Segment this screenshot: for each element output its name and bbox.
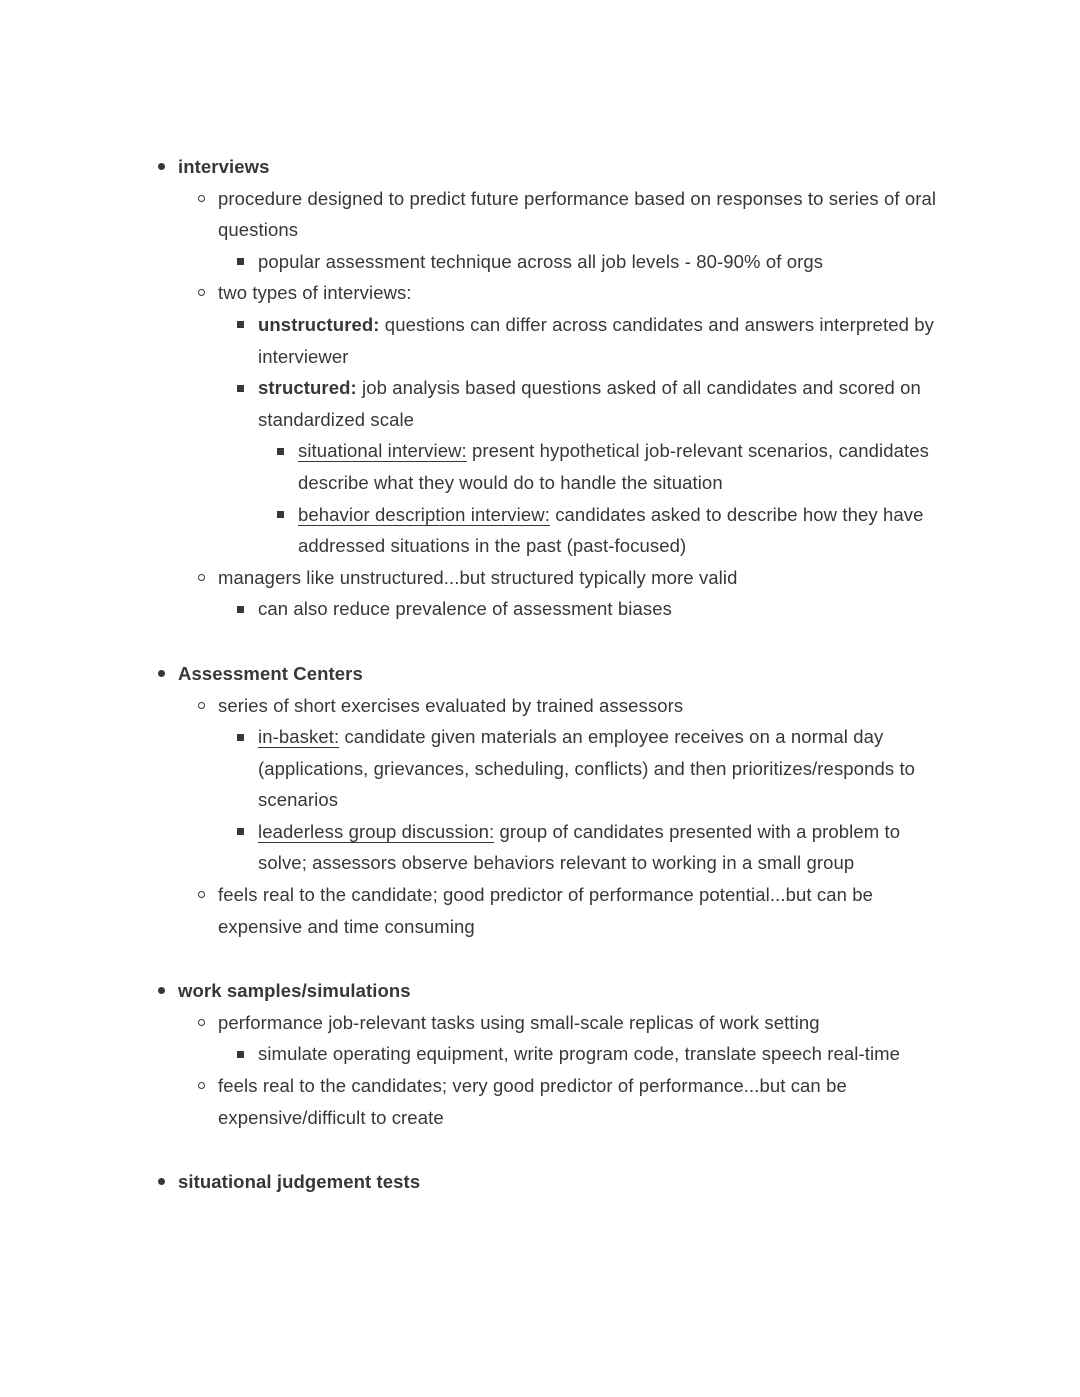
list-item bbox=[258, 372, 938, 562]
outline-level-2 bbox=[218, 309, 938, 562]
list-item bbox=[298, 435, 938, 498]
list-item bbox=[258, 816, 938, 879]
outline-level-1 bbox=[178, 183, 938, 625]
square-bullet-icon bbox=[237, 321, 244, 328]
list-item bbox=[178, 975, 938, 1133]
list-item-text: feels real to the candidate; good predictor of performance potential...but can be expensive and time consuming bbox=[218, 884, 873, 937]
disc-bullet-icon bbox=[158, 670, 165, 677]
list-item-text: situational judgement tests bbox=[178, 1171, 421, 1193]
list-item bbox=[258, 1038, 938, 1070]
square-bullet-icon bbox=[237, 606, 244, 613]
list-item bbox=[298, 499, 938, 562]
list-item-text: can also reduce prevalence of assessment biases bbox=[258, 598, 672, 620]
list-item bbox=[218, 879, 938, 942]
square-bullet-icon bbox=[237, 734, 244, 741]
list-item bbox=[218, 1070, 938, 1133]
list-item-text: work samples/simulations bbox=[178, 980, 411, 1002]
circle-bullet-icon bbox=[198, 195, 205, 202]
list-item bbox=[258, 246, 938, 278]
list-item-text: interviews bbox=[178, 156, 270, 177]
list-item-text: procedure designed to predict future performance based on responses to series of oral questions bbox=[218, 187, 937, 241]
list-item bbox=[258, 309, 938, 372]
list-item bbox=[218, 1007, 938, 1070]
list-item-text: performance job-relevant tasks using small-scale replicas of work setting bbox=[218, 1011, 820, 1033]
list-item-text: in-basket: candidate given materials an employee receives on a normal day (applications, grievances, scheduling, conflicts) and then prioritizes/responds to scenarios bbox=[258, 726, 916, 811]
list-item-text: leaderless group discussion: group of candidates presented with a problem to solve; assessors observe behaviors relevant to working in a small group bbox=[258, 820, 901, 874]
list-item bbox=[218, 690, 938, 880]
outline-level-2 bbox=[218, 246, 938, 278]
square-bullet-icon bbox=[237, 1051, 244, 1058]
circle-bullet-icon bbox=[198, 289, 205, 296]
list-item bbox=[258, 721, 938, 816]
list-item-text: situational interview: present hypothetical job-relevant scenarios, candidates describe what they would do to handle the situation bbox=[298, 440, 929, 493]
disc-bullet-icon bbox=[158, 163, 165, 170]
outline-level-2 bbox=[218, 593, 938, 625]
outline-level-1 bbox=[178, 1007, 938, 1133]
list-item-text: unstructured: questions can differ across candidates and answers interpreted by interviewer bbox=[258, 313, 934, 367]
list-item-text: two types of interviews: bbox=[218, 282, 412, 304]
list-item bbox=[178, 658, 938, 942]
list-item-text: managers like unstructured...but structured typically more valid bbox=[218, 566, 738, 588]
outline-level-2 bbox=[218, 721, 938, 879]
list-item bbox=[178, 151, 938, 625]
list-item bbox=[218, 277, 938, 561]
list-item-text: feels real to the candidates; very good predictor of performance...but can be expensive/difficult to create bbox=[218, 1075, 847, 1128]
list-item bbox=[218, 562, 938, 625]
circle-bullet-icon bbox=[198, 1019, 205, 1026]
square-bullet-icon bbox=[237, 385, 244, 392]
disc-bullet-icon bbox=[158, 987, 165, 994]
square-bullet-icon bbox=[237, 258, 244, 265]
list-item-text: behavior description interview: candidates asked to describe how they have addressed situations in the past (past-focused) bbox=[298, 503, 924, 557]
outline-level-2 bbox=[218, 1038, 938, 1070]
square-bullet-icon bbox=[277, 448, 284, 455]
outline-level-0 bbox=[178, 151, 938, 1198]
square-bullet-icon bbox=[237, 828, 244, 835]
list-item-text: structured: job analysis based questions asked of all candidates and scored on standardized scale bbox=[258, 377, 921, 430]
outline-level-1 bbox=[178, 690, 938, 943]
list-item-text: popular assessment technique across all job levels - 80-90% of orgs bbox=[258, 250, 824, 272]
list-item bbox=[258, 593, 938, 625]
list-item-text: simulate operating equipment, write program code, translate speech real-time bbox=[258, 1043, 901, 1065]
list-item bbox=[178, 1166, 938, 1198]
square-bullet-icon bbox=[277, 511, 284, 518]
circle-bullet-icon bbox=[198, 1082, 205, 1089]
list-item bbox=[218, 183, 938, 278]
list-item-text: Assessment Centers bbox=[178, 662, 363, 684]
disc-bullet-icon bbox=[158, 1178, 165, 1185]
outline-level-3 bbox=[258, 435, 938, 561]
list-item-text: series of short exercises evaluated by trained assessors bbox=[218, 694, 684, 716]
circle-bullet-icon bbox=[198, 574, 205, 581]
circle-bullet-icon bbox=[198, 702, 205, 709]
circle-bullet-icon bbox=[198, 891, 205, 898]
outline-list bbox=[178, 151, 938, 1198]
